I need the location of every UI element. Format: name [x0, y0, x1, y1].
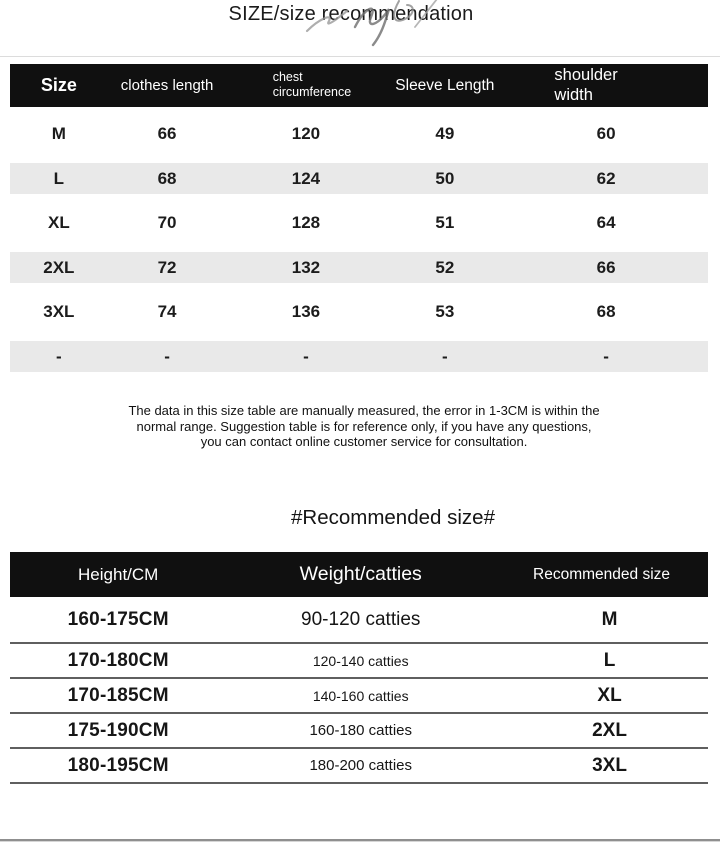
col-header-shoulder-width — [504, 66, 708, 106]
cell-sleeve: 49 — [435, 124, 455, 144]
table-row — [10, 290, 708, 335]
cell-size: XL — [47, 213, 70, 233]
table-row — [10, 679, 708, 714]
cell-height: 170-185CM — [67, 684, 169, 706]
shoulder-line1: shoulder — [554, 65, 618, 84]
cell-height: 170-180CM — [67, 649, 169, 671]
table-row — [10, 644, 708, 679]
cell-clothes-length: 70 — [157, 213, 177, 233]
recommended-size-heading: #Recommended size# — [291, 506, 495, 529]
col-header-height: Height/CM — [78, 564, 159, 584]
cell-weight: 90-120 catties — [301, 608, 421, 630]
cell-shoulder: 64 — [596, 213, 616, 233]
table-row — [10, 112, 708, 157]
table-row — [10, 335, 708, 380]
cell-sleeve: 53 — [435, 302, 455, 322]
top-rule — [0, 56, 720, 57]
chest-line1: chest — [272, 70, 303, 85]
bottom-rule — [0, 839, 720, 841]
size-table-body — [10, 112, 708, 379]
cell-weight: 160-180 catties — [309, 722, 413, 739]
cell-height: 180-195CM — [67, 754, 169, 776]
col-header-sleeve-length: Sleeve Length — [395, 76, 495, 94]
col-header-size: Size — [40, 75, 77, 95]
note-line: you can contact online customer service for consultation. — [200, 434, 528, 449]
cell-recommended-size: 3XL — [592, 754, 627, 776]
cell-chest: 136 — [291, 302, 321, 322]
cell-shoulder: 68 — [596, 302, 616, 322]
cell-size: M — [51, 124, 66, 144]
cell-size: - — [56, 346, 62, 366]
table-row — [10, 157, 708, 202]
shoulder-line2: width — [554, 85, 593, 104]
cell-chest: - — [303, 346, 309, 366]
col-header-weight: Weight/catties — [299, 563, 422, 585]
cell-weight: 180-200 catties — [309, 757, 413, 774]
cell-sleeve: 52 — [435, 257, 455, 277]
size-table-header — [10, 64, 708, 107]
recommend-table — [10, 552, 708, 784]
cell-clothes-length: 68 — [157, 168, 177, 188]
cell-chest: 124 — [291, 168, 321, 188]
title-bar — [0, 0, 720, 34]
cell-chest: 120 — [291, 124, 321, 144]
cell-size: 3XL — [43, 302, 75, 322]
cell-sleeve: - — [442, 346, 448, 366]
col-header-chest-circumference — [226, 70, 385, 101]
cell-sleeve: 51 — [435, 213, 455, 233]
cell-chest: 128 — [291, 213, 321, 233]
table-row — [10, 597, 708, 644]
table-row — [10, 246, 708, 291]
cell-clothes-length: 66 — [157, 124, 177, 144]
cell-weight: 140-160 catties — [312, 687, 409, 704]
note-text — [4, 403, 720, 450]
size-table — [10, 64, 708, 379]
col-header-clothes-length: clothes length — [120, 77, 214, 94]
page-title: SIZE/size recommendation — [228, 3, 474, 25]
cell-recommended-size: M — [601, 608, 618, 630]
chest-line2: circumference — [272, 84, 352, 99]
cell-shoulder: - — [603, 346, 609, 366]
cell-size: L — [53, 168, 65, 188]
cell-weight: 120-140 catties — [312, 652, 409, 669]
cell-recommended-size: 2XL — [592, 719, 627, 741]
cell-recommended-size: XL — [597, 684, 622, 706]
cell-clothes-length: - — [164, 346, 170, 366]
cell-height: 175-190CM — [67, 719, 169, 741]
note-line: normal range. Suggestion table is for reference only, if you have any questions, — [136, 418, 592, 434]
col-header-recommended-size: Recommended size — [533, 565, 671, 583]
cell-shoulder: 60 — [596, 124, 616, 144]
cell-sleeve: 50 — [435, 168, 455, 188]
cell-shoulder: 66 — [596, 257, 616, 277]
table-row — [10, 201, 708, 246]
cell-recommended-size: L — [603, 649, 616, 671]
note-line: The data in this size table are manually measured, the error in 1-3CM is within the — [128, 403, 600, 418]
cell-size: 2XL — [43, 257, 75, 277]
cell-clothes-length: 74 — [157, 302, 177, 322]
cell-shoulder: 62 — [596, 168, 616, 188]
cell-clothes-length: 72 — [157, 257, 177, 277]
table-row — [10, 749, 708, 784]
cell-chest: 132 — [291, 257, 321, 277]
cell-height: 160-175CM — [67, 608, 169, 630]
table-row — [10, 714, 708, 749]
recommend-table-header — [10, 552, 708, 597]
